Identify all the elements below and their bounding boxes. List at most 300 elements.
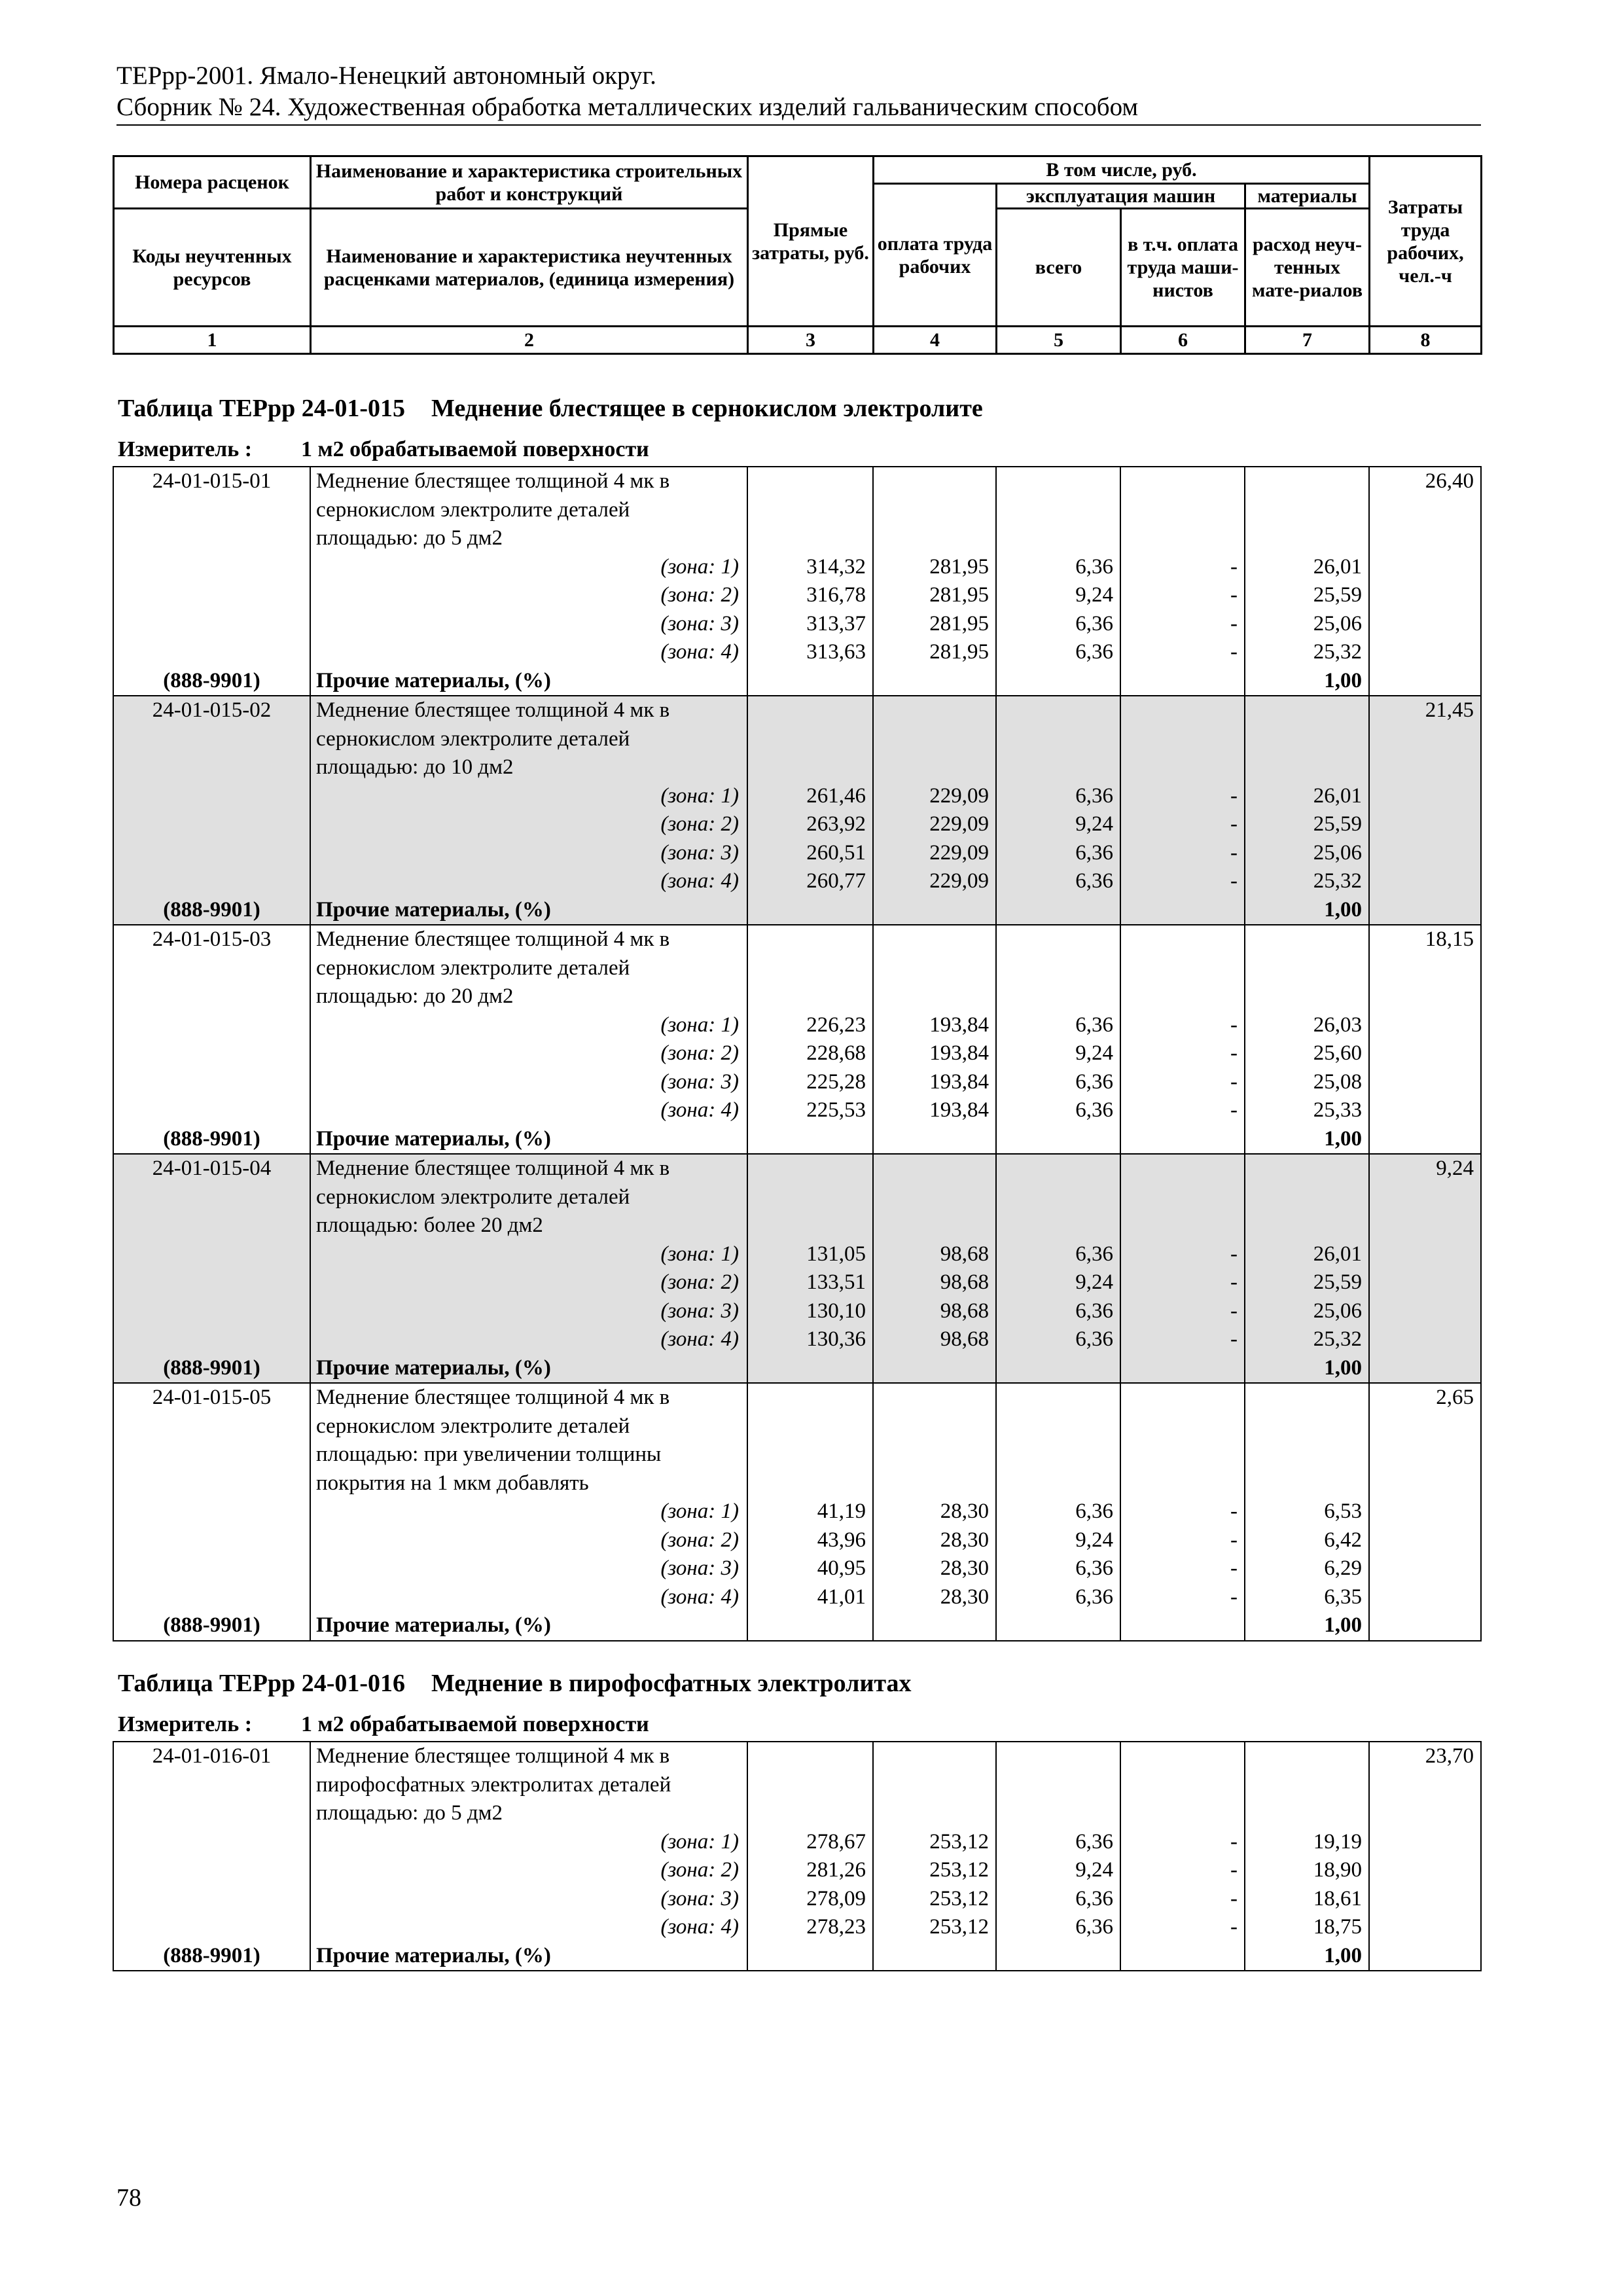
empty-cell — [1369, 667, 1481, 696]
zone-label: (зона: 3) — [310, 839, 747, 868]
machinist-pay: - — [1120, 1583, 1245, 1612]
rate-description: Меднение блестящее толщиной 4 мк в — [310, 1383, 747, 1412]
empty-cell — [113, 1885, 310, 1914]
empty-cell — [113, 1856, 310, 1885]
empty-cell — [747, 1742, 873, 1771]
rate-code — [113, 1771, 310, 1800]
labor-pay: 98,68 — [873, 1297, 996, 1326]
materials-cost: 26,03 — [1245, 1011, 1369, 1040]
empty-cell — [1369, 1068, 1481, 1097]
empty-cell — [1120, 1211, 1245, 1240]
empty-cell — [113, 1498, 310, 1526]
empty-cell — [747, 753, 873, 782]
table-row — [113, 638, 1481, 667]
empty-cell — [747, 696, 873, 725]
empty-cell — [1369, 553, 1481, 582]
resource-value: 1,00 — [1245, 1942, 1369, 1971]
zone-label: (зона: 1) — [310, 1498, 747, 1526]
table-row — [113, 1096, 1481, 1125]
resource-value: 1,00 — [1245, 1125, 1369, 1155]
zone-label: (зона: 3) — [310, 1068, 747, 1097]
table-row — [113, 553, 1481, 582]
table-row — [113, 667, 1481, 696]
empty-cell — [996, 954, 1120, 983]
machines-total: 9,24 — [996, 1039, 1120, 1068]
machines-total: 9,24 — [996, 810, 1120, 839]
table-row — [113, 810, 1481, 839]
col-num-6: 6 — [1121, 327, 1245, 354]
empty-cell — [1369, 1828, 1481, 1857]
empty-cell — [1245, 753, 1369, 782]
machinist-pay: - — [1120, 610, 1245, 639]
empty-cell — [1245, 1799, 1369, 1828]
empty-cell — [996, 1799, 1120, 1828]
rate-description: площадью: до 10 дм2 — [310, 753, 747, 782]
direct-cost: 278,67 — [747, 1828, 873, 1857]
empty-cell — [1245, 1469, 1369, 1498]
empty-cell — [996, 925, 1120, 954]
materials-cost: 25,32 — [1245, 638, 1369, 667]
empty-cell — [113, 1297, 310, 1326]
empty-cell — [747, 925, 873, 954]
empty-cell — [996, 1354, 1120, 1384]
zone-label: (зона: 4) — [310, 1913, 747, 1942]
table-row — [113, 1885, 1481, 1914]
empty-cell — [1245, 1742, 1369, 1771]
empty-cell — [1120, 467, 1245, 496]
machinist-pay: - — [1120, 638, 1245, 667]
empty-cell — [873, 896, 996, 925]
empty-cell — [1120, 1742, 1245, 1771]
empty-cell — [1245, 725, 1369, 754]
resource-name: Прочие материалы, (%) — [310, 896, 747, 925]
empty-cell — [113, 1240, 310, 1269]
col-num-7: 7 — [1245, 327, 1370, 354]
labor-cost — [1369, 1412, 1481, 1441]
empty-cell — [113, 1039, 310, 1068]
materials-cost: 26,01 — [1245, 1240, 1369, 1269]
labor-cost — [1369, 496, 1481, 525]
table-row — [113, 1240, 1481, 1269]
rate-description: Меднение блестящее толщиной 4 мк в — [310, 467, 747, 496]
machines-total: 6,36 — [996, 1554, 1120, 1583]
empty-cell — [873, 982, 996, 1011]
direct-cost: 278,23 — [747, 1913, 873, 1942]
resource-value: 1,00 — [1245, 896, 1369, 925]
empty-cell — [996, 667, 1120, 696]
rate-description: сернокислом электролите деталей — [310, 1412, 747, 1441]
column-header-table — [113, 155, 1482, 355]
machinist-pay: - — [1120, 782, 1245, 811]
machines-total: 6,36 — [996, 1297, 1120, 1326]
table-row — [113, 753, 1481, 782]
rate-description: Меднение блестящее толщиной 4 мк в — [310, 1742, 747, 1771]
table-row — [113, 1799, 1481, 1828]
empty-cell — [1120, 925, 1245, 954]
materials-cost: 25,60 — [1245, 1039, 1369, 1068]
empty-cell — [1245, 1211, 1369, 1240]
labor-cost — [1369, 1441, 1481, 1469]
materials-cost: 25,59 — [1245, 581, 1369, 610]
labor-pay: 193,84 — [873, 1068, 996, 1097]
resource-value: 1,00 — [1245, 1611, 1369, 1641]
materials-cost: 19,19 — [1245, 1828, 1369, 1857]
col-num-3: 3 — [748, 327, 874, 354]
empty-cell — [1120, 1412, 1245, 1441]
empty-cell — [1120, 896, 1245, 925]
empty-cell — [873, 1469, 996, 1498]
table-row — [113, 467, 1481, 496]
empty-cell — [1120, 1354, 1245, 1384]
empty-cell — [747, 1799, 873, 1828]
empty-cell — [873, 1211, 996, 1240]
table-row — [113, 696, 1481, 725]
direct-cost: 228,68 — [747, 1039, 873, 1068]
empty-cell — [996, 1742, 1120, 1771]
page-number: 78 — [116, 2184, 141, 2212]
empty-cell — [1369, 867, 1481, 896]
empty-cell — [747, 1125, 873, 1155]
rate-code: 24-01-015-05 — [113, 1383, 310, 1412]
labor-pay: 193,84 — [873, 1096, 996, 1125]
running-header — [116, 60, 1481, 126]
machinist-pay: - — [1120, 1885, 1245, 1914]
rate-description: сернокислом электролите деталей — [310, 725, 747, 754]
rate-code — [113, 1799, 310, 1828]
materials-cost: 25,06 — [1245, 839, 1369, 868]
table-row — [113, 581, 1481, 610]
machines-total: 6,36 — [996, 553, 1120, 582]
empty-cell — [873, 1742, 996, 1771]
machines-total: 6,36 — [996, 1096, 1120, 1125]
measure-unit: 1 м2 обрабатываемой поверхности — [301, 1712, 649, 1736]
empty-cell — [1369, 1526, 1481, 1555]
machines-total: 6,36 — [996, 867, 1120, 896]
machines-total: 6,36 — [996, 1498, 1120, 1526]
empty-cell — [996, 1441, 1120, 1469]
empty-cell — [873, 1125, 996, 1155]
empty-cell — [1245, 1412, 1369, 1441]
empty-cell — [1120, 982, 1245, 1011]
labor-pay: 98,68 — [873, 1240, 996, 1269]
empty-cell — [1369, 638, 1481, 667]
rate-code — [113, 1469, 310, 1498]
machinist-pay: - — [1120, 581, 1245, 610]
empty-cell — [1369, 1611, 1481, 1641]
labor-pay: 281,95 — [873, 610, 996, 639]
empty-cell — [113, 581, 310, 610]
empty-cell — [747, 1469, 873, 1498]
empty-cell — [1120, 524, 1245, 553]
labor-pay: 229,09 — [873, 867, 996, 896]
empty-cell — [873, 667, 996, 696]
direct-cost: 278,09 — [747, 1885, 873, 1914]
zone-label: (зона: 2) — [310, 810, 747, 839]
rates-table — [113, 466, 1482, 1641]
table-row — [113, 1297, 1481, 1326]
table-row — [113, 1183, 1481, 1212]
empty-cell — [1369, 896, 1481, 925]
machines-total: 6,36 — [996, 839, 1120, 868]
empty-cell — [1245, 1441, 1369, 1469]
machines-total: 6,36 — [996, 1011, 1120, 1040]
empty-cell — [747, 524, 873, 553]
labor-cost: 23,70 — [1369, 1742, 1481, 1771]
machines-total: 9,24 — [996, 581, 1120, 610]
empty-cell — [996, 1942, 1120, 1971]
zone-label: (зона: 1) — [310, 553, 747, 582]
empty-cell — [747, 1354, 873, 1384]
labor-pay: 229,09 — [873, 810, 996, 839]
direct-cost: 225,53 — [747, 1096, 873, 1125]
table-row — [113, 782, 1481, 811]
zone-label: (зона: 1) — [310, 782, 747, 811]
empty-cell — [1369, 581, 1481, 610]
resource-code: (888-9901) — [113, 1942, 310, 1971]
direct-cost: 281,26 — [747, 1856, 873, 1885]
empty-cell — [1120, 1441, 1245, 1469]
empty-cell — [747, 1441, 873, 1469]
empty-cell — [1120, 1183, 1245, 1212]
empty-cell — [873, 1942, 996, 1971]
rate-code — [113, 1441, 310, 1469]
hdr-machinist-pay: в т.ч. оплата труда маши-нистов — [1121, 209, 1245, 327]
empty-cell — [747, 896, 873, 925]
table-caption — [118, 1668, 937, 1698]
machinist-pay: - — [1120, 1828, 1245, 1857]
col-num-8: 8 — [1370, 327, 1482, 354]
empty-cell — [996, 696, 1120, 725]
materials-cost: 6,42 — [1245, 1526, 1369, 1555]
rate-code: 24-01-015-04 — [113, 1154, 310, 1183]
table-row — [113, 610, 1481, 639]
empty-cell — [1120, 954, 1245, 983]
empty-cell — [747, 667, 873, 696]
empty-cell — [1120, 1154, 1245, 1183]
table-row — [113, 1526, 1481, 1555]
direct-cost: 225,28 — [747, 1068, 873, 1097]
zone-label: (зона: 3) — [310, 1554, 747, 1583]
labor-cost — [1369, 1799, 1481, 1828]
table-row — [113, 1856, 1481, 1885]
table-row — [113, 496, 1481, 525]
machinist-pay: - — [1120, 1297, 1245, 1326]
labor-pay: 253,12 — [873, 1885, 996, 1914]
machines-total: 6,36 — [996, 1913, 1120, 1942]
rate-description: сернокислом электролите деталей — [310, 1183, 747, 1212]
labor-cost — [1369, 1211, 1481, 1240]
empty-cell — [747, 467, 873, 496]
empty-cell — [1245, 1183, 1369, 1212]
direct-cost: 226,23 — [747, 1011, 873, 1040]
header-line-1: ТЕРрр-2001. Ямало-Ненецкий автономный округ. — [116, 62, 656, 90]
empty-cell — [1369, 1297, 1481, 1326]
empty-cell — [1369, 1498, 1481, 1526]
empty-cell — [1245, 1383, 1369, 1412]
rate-code: 24-01-015-03 — [113, 925, 310, 954]
materials-cost: 25,32 — [1245, 867, 1369, 896]
rate-description: сернокислом электролите деталей — [310, 496, 747, 525]
empty-cell — [747, 496, 873, 525]
empty-cell — [873, 1441, 996, 1469]
machines-total: 6,36 — [996, 1240, 1120, 1269]
measure-label: Измеритель : — [118, 437, 253, 461]
rate-description: площадью: до 20 дм2 — [310, 982, 747, 1011]
labor-cost — [1369, 524, 1481, 553]
empty-cell — [1245, 1154, 1369, 1183]
empty-cell — [113, 1068, 310, 1097]
empty-cell — [1245, 925, 1369, 954]
machinist-pay: - — [1120, 1011, 1245, 1040]
empty-cell — [1369, 1583, 1481, 1612]
labor-pay: 253,12 — [873, 1828, 996, 1857]
labor-pay: 253,12 — [873, 1913, 996, 1942]
hdr-total: всего — [997, 209, 1121, 327]
empty-cell — [113, 1583, 310, 1612]
resource-code: (888-9901) — [113, 667, 310, 696]
resource-value: 1,00 — [1245, 667, 1369, 696]
table-caption — [118, 393, 1009, 423]
empty-cell — [996, 1412, 1120, 1441]
labor-cost — [1369, 982, 1481, 1011]
empty-cell — [113, 638, 310, 667]
table-row — [113, 1325, 1481, 1354]
zone-label: (зона: 4) — [310, 638, 747, 667]
resource-name: Прочие материалы, (%) — [310, 1354, 747, 1384]
direct-cost: 130,36 — [747, 1325, 873, 1354]
table-label: Таблица ТЕРрр 24-01-015 — [118, 395, 406, 422]
labor-pay: 28,30 — [873, 1526, 996, 1555]
empty-cell — [1369, 810, 1481, 839]
direct-cost: 260,77 — [747, 867, 873, 896]
zone-label: (зона: 4) — [310, 1325, 747, 1354]
machinist-pay: - — [1120, 1039, 1245, 1068]
empty-cell — [1369, 1354, 1481, 1384]
rate-code — [113, 1211, 310, 1240]
hdr-materials: материалы — [1245, 184, 1370, 209]
empty-cell — [113, 1096, 310, 1125]
empty-cell — [113, 1554, 310, 1583]
materials-cost: 26,01 — [1245, 553, 1369, 582]
table-row — [113, 1554, 1481, 1583]
direct-cost: 261,46 — [747, 782, 873, 811]
labor-cost — [1369, 954, 1481, 983]
rate-description: площадью: до 5 дм2 — [310, 524, 747, 553]
labor-cost: 21,45 — [1369, 696, 1481, 725]
empty-cell — [1245, 524, 1369, 553]
zone-label: (зона: 3) — [310, 610, 747, 639]
empty-cell — [873, 725, 996, 754]
empty-cell — [873, 1354, 996, 1384]
table-row — [113, 925, 1481, 954]
hdr-rate-no: Номера расценок — [114, 156, 311, 209]
empty-cell — [113, 553, 310, 582]
empty-cell — [1120, 1125, 1245, 1155]
table-row — [113, 896, 1481, 925]
zone-label: (зона: 2) — [310, 1856, 747, 1885]
labor-pay: 193,84 — [873, 1039, 996, 1068]
materials-cost: 18,90 — [1245, 1856, 1369, 1885]
direct-cost: 316,78 — [747, 581, 873, 610]
empty-cell — [1120, 1469, 1245, 1498]
hdr-name-top: Наименование и характеристика строительных работ и конструкций — [311, 156, 748, 209]
resource-code: (888-9901) — [113, 1611, 310, 1641]
empty-cell — [996, 1469, 1120, 1498]
machines-total: 6,36 — [996, 610, 1120, 639]
hdr-machines: эксплуатация машин — [997, 184, 1245, 209]
empty-cell — [873, 524, 996, 553]
labor-pay: 28,30 — [873, 1554, 996, 1583]
direct-cost: 131,05 — [747, 1240, 873, 1269]
resource-code: (888-9901) — [113, 896, 310, 925]
labor-pay: 28,30 — [873, 1583, 996, 1612]
empty-cell — [1369, 610, 1481, 639]
materials-cost: 18,61 — [1245, 1885, 1369, 1914]
empty-cell — [113, 610, 310, 639]
direct-cost: 314,32 — [747, 553, 873, 582]
empty-cell — [747, 1611, 873, 1641]
empty-cell — [873, 1154, 996, 1183]
machinist-pay: - — [1120, 810, 1245, 839]
rate-description: площадью: при увеличении толщины — [310, 1441, 747, 1469]
table-row — [113, 867, 1481, 896]
labor-pay: 253,12 — [873, 1856, 996, 1885]
empty-cell — [873, 496, 996, 525]
labor-pay: 98,68 — [873, 1268, 996, 1297]
empty-cell — [873, 1771, 996, 1800]
labor-pay: 229,09 — [873, 839, 996, 868]
empty-cell — [996, 1771, 1120, 1800]
table-row — [113, 725, 1481, 754]
header-rule — [116, 124, 1481, 126]
direct-cost: 263,92 — [747, 810, 873, 839]
empty-cell — [1120, 1383, 1245, 1412]
rate-code — [113, 954, 310, 983]
hdr-mat-use: расход неуч-тенных мате-риалов — [1245, 209, 1370, 327]
machinist-pay: - — [1120, 1498, 1245, 1526]
labor-pay: 28,30 — [873, 1498, 996, 1526]
rate-code — [113, 1183, 310, 1212]
col-num-5: 5 — [997, 327, 1121, 354]
direct-cost: 130,10 — [747, 1297, 873, 1326]
empty-cell — [747, 1942, 873, 1971]
hdr-codes: Коды неучтенных ресурсов — [114, 209, 311, 327]
empty-cell — [1120, 1942, 1245, 1971]
rate-description: площадью: более 20 дм2 — [310, 1211, 747, 1240]
table-row — [113, 954, 1481, 983]
col-num-2: 2 — [311, 327, 748, 354]
labor-cost — [1369, 1183, 1481, 1212]
machinist-pay: - — [1120, 1240, 1245, 1269]
empty-cell — [113, 1268, 310, 1297]
rate-code: 24-01-015-01 — [113, 467, 310, 496]
rate-description: площадью: до 5 дм2 — [310, 1799, 747, 1828]
machinist-pay: - — [1120, 867, 1245, 896]
col-num-1: 1 — [114, 327, 311, 354]
table-row — [113, 982, 1481, 1011]
empty-cell — [873, 467, 996, 496]
machinist-pay: - — [1120, 1325, 1245, 1354]
empty-cell — [996, 982, 1120, 1011]
table-row — [113, 1354, 1481, 1384]
empty-cell — [1369, 1096, 1481, 1125]
empty-cell — [1369, 1125, 1481, 1155]
resource-code: (888-9901) — [113, 1354, 310, 1384]
table-row — [113, 1498, 1481, 1526]
machinist-pay: - — [1120, 1856, 1245, 1885]
resource-name: Прочие материалы, (%) — [310, 1125, 747, 1155]
empty-cell — [1120, 1611, 1245, 1641]
